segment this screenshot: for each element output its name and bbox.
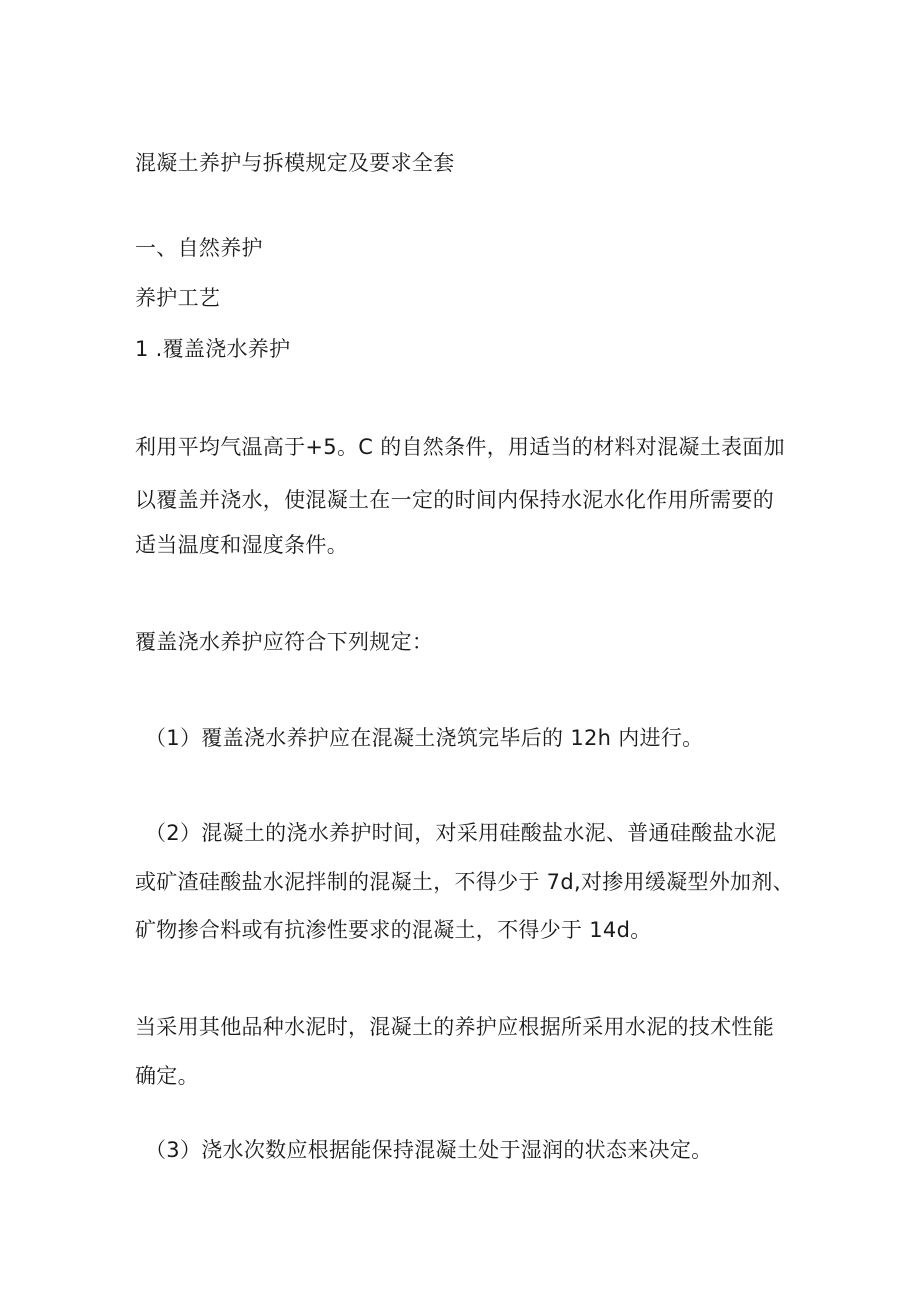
section-heading: 一、自然养护: [135, 236, 263, 260]
rule-2-line: 矿物掺合料或有抗渗性要求的混凝土，不得少于 14d。: [135, 918, 652, 942]
paragraph-line: 确定。: [135, 1064, 199, 1088]
rule-2-line: （2）混凝土的浇水养护时间，对采用硅酸盐水泥、普通硅酸盐水泥: [145, 821, 777, 845]
item-heading: 1 .覆盖浇水养护: [135, 337, 291, 361]
rules-intro: 覆盖浇水养护应符合下列规定：: [135, 630, 434, 654]
rule-2-line: 或矿渣硅酸盐水泥拌制的混凝土，不得少于 7d,对掺用缓凝型外加剂、: [135, 870, 794, 894]
paragraph-line: 适当温度和湿度条件。: [135, 533, 348, 557]
document-title: 混凝土养护与拆模规定及要求全套: [135, 151, 455, 175]
rule-1: （1）覆盖浇水养护应在混凝土浇筑完毕后的 12h 内进行。: [145, 726, 704, 750]
rule-3: （3）浇水次数应根据能保持混凝土处于湿润的状态来决定。: [145, 1138, 713, 1162]
paragraph-line: 以覆盖并浇水，使混凝土在一定的时间内保持水泥水化作用所需要的: [135, 488, 774, 512]
paragraph-line: 利用平均气温高于+5。C 的自然条件，用适当的材料对混凝土表面加: [135, 435, 785, 459]
subsection-heading: 养护工艺: [135, 286, 221, 310]
paragraph-line: 当采用其他品种水泥时，混凝土的养护应根据所采用水泥的技术性能: [135, 1015, 774, 1039]
